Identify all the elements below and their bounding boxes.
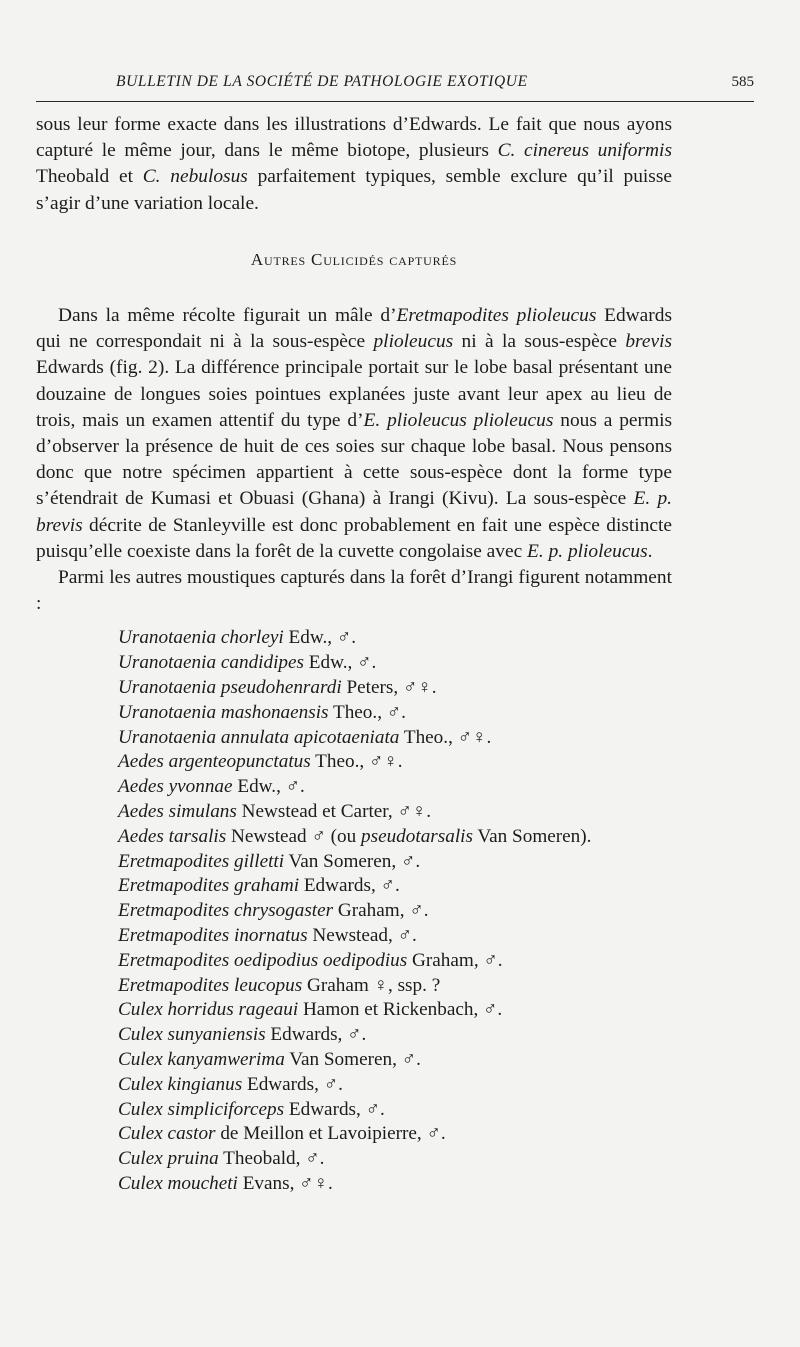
species-name: C. cinereus uniformis [497,140,672,162]
species-entry: Culex kanyamwerima Van Someren, ♂. [118,1049,421,1070]
journal-title: BULLETIN DE LA SOCIÉTÉ DE PATHOLOGIE EXOTIQUE [116,73,528,90]
species-entry: Uranotaenia pseudohenrardi Peters, ♂♀. [118,677,437,699]
section-heading: Autres Culicidés capturés [250,249,458,269]
species-entry: Eretmapodites grahami Edwards, ♂. [118,875,400,897]
species-entry: Culex horridus rageaui Hamon et Rickenbach, ♂. [118,999,503,1021]
species-entry: Uranotaenia annulata apicotaeniata Theo., ♂♀. [118,726,492,748]
species-entry: Culex pruina Theobald, ♂. [118,1148,325,1170]
species-entry: Eretmapodites oedipodius oedipodius Graham, ♂. [118,949,503,971]
species-entry: Culex kingianus Edwards, ♂. [118,1073,343,1095]
species-name: plioleucus [373,331,454,353]
species-name: E. p. brevis [36,488,672,536]
body-text [36,112,672,1197]
species-entry: Aedes tarsalis Newstead ♂ (ou pseudotarsalis Van Someren). [118,825,592,847]
species-entry: Eretmapodites gilletti Van Someren, ♂. [118,850,421,872]
species-entry: Aedes yvonnae Edw., ♂. [118,776,305,798]
species-name: E. p. plioleucus [527,540,648,562]
page-number: 585 [731,74,754,90]
species-entry: Uranotaenia candidipes Edw., ♂. [118,652,377,674]
species-entry: Eretmapodites chrysogaster Graham, ♂. [118,900,429,922]
species-entry: Aedes simulans Newstead et Carter, ♂♀. [118,801,432,823]
paragraph-intro-list: Parmi les autres moustiques capturés dans la forêt d’Irangi figurent notamment : [36,567,672,615]
species-entry: Culex castor de Meillon et Lavoipierre, ♂. [118,1123,446,1145]
species-name: Eretmapodites plioleucus [396,305,597,327]
species-entry: Eretmapodites inornatus Newstead, ♂. [118,925,417,947]
species-entry: Eretmapodites leucopus Graham ♀, ssp. ? [118,974,441,996]
species-entry: Culex sunyaniensis Edwards, ♂. [118,1024,367,1046]
species-name: E. plioleucus plioleucus [363,409,554,431]
species-entry: Aedes argenteopunctatus Theo., ♂♀. [118,751,403,773]
species-entry: Uranotaenia mashonaensis Theo., ♂. [118,701,406,723]
running-header [36,70,754,98]
header-rule [36,101,754,102]
species-entry: Uranotaenia chorleyi Edw., ♂. [118,627,357,649]
species-entry: Culex simpliciforceps Edwards, ♂. [118,1098,385,1120]
paragraph-eretmapodites: Dans la même récolte figurait un mâle d’Eretmapodites plioleucus Edwards qui ne correspondait ni à la sous-espèce plioleucus ni à la sous-espèce brevis Edwards (fig. 2). La différence principale portait sur le lobe basal présentant une douzaine de longues soies pointues explanées juste avant leur apex au lieu de trois, mais un examen attentif du type d’E. plioleucus plioleucus nous a permis d’observer la présence de huit de ces soies sur chaque lobe basal. Nous pensons donc que notre spécimen appartient à cette sous-espèce dont la forme type s’étendrait de Kumasi et Obuasi (Ghana) à Irangi (Kivu). La sous-espèce E. p. brevis décrite de Stanleyville est donc probablement en fait une espèce distincte puisqu’elle coexiste dans la forêt de la cuvette congolaise avec E. p. plioleucus. [36,305,673,562]
species-list [118,626,672,1196]
paragraph-continuation: sous leur forme exacte dans les illustrations d’Edwards. Le fait que nous ayons capturé le même jour, dans le même biotope, plusieurs C. cinereus uniformis Theobald et C. nebulosus parfaitement typiques, semble exclure qu’il puisse s’agir d’une variation locale. [36,114,672,214]
species-name: brevis [625,331,672,353]
species-entry: Culex moucheti Evans, ♂♀. [118,1172,333,1194]
species-name: C. nebulosus [142,166,248,188]
